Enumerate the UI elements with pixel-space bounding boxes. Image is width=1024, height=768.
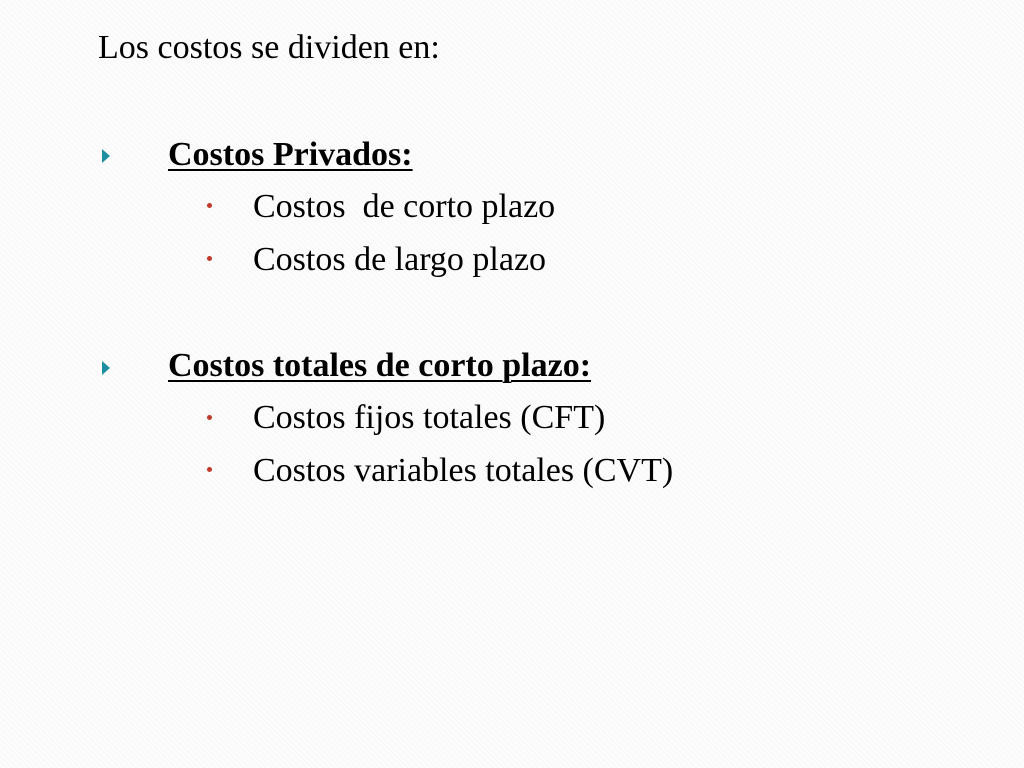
section-heading: Costos Privados:: [168, 136, 413, 173]
dot-icon: [207, 256, 212, 261]
list-item: Costos de corto plazo: [253, 188, 556, 225]
intro-text: Los costos se dividen en:: [98, 29, 440, 66]
list-item: Costos fijos totales (CFT): [253, 399, 606, 436]
section-heading: Costos totales de corto plazo:: [168, 347, 592, 384]
dot-icon: [207, 203, 212, 208]
dot-icon: [207, 415, 212, 420]
list-item: Costos de largo plazo: [253, 241, 547, 278]
list-item: Costos variables totales (CVT): [253, 452, 674, 489]
dot-icon: [207, 467, 212, 472]
arrow-right-icon: [102, 149, 110, 163]
arrow-right-icon: [102, 361, 110, 375]
